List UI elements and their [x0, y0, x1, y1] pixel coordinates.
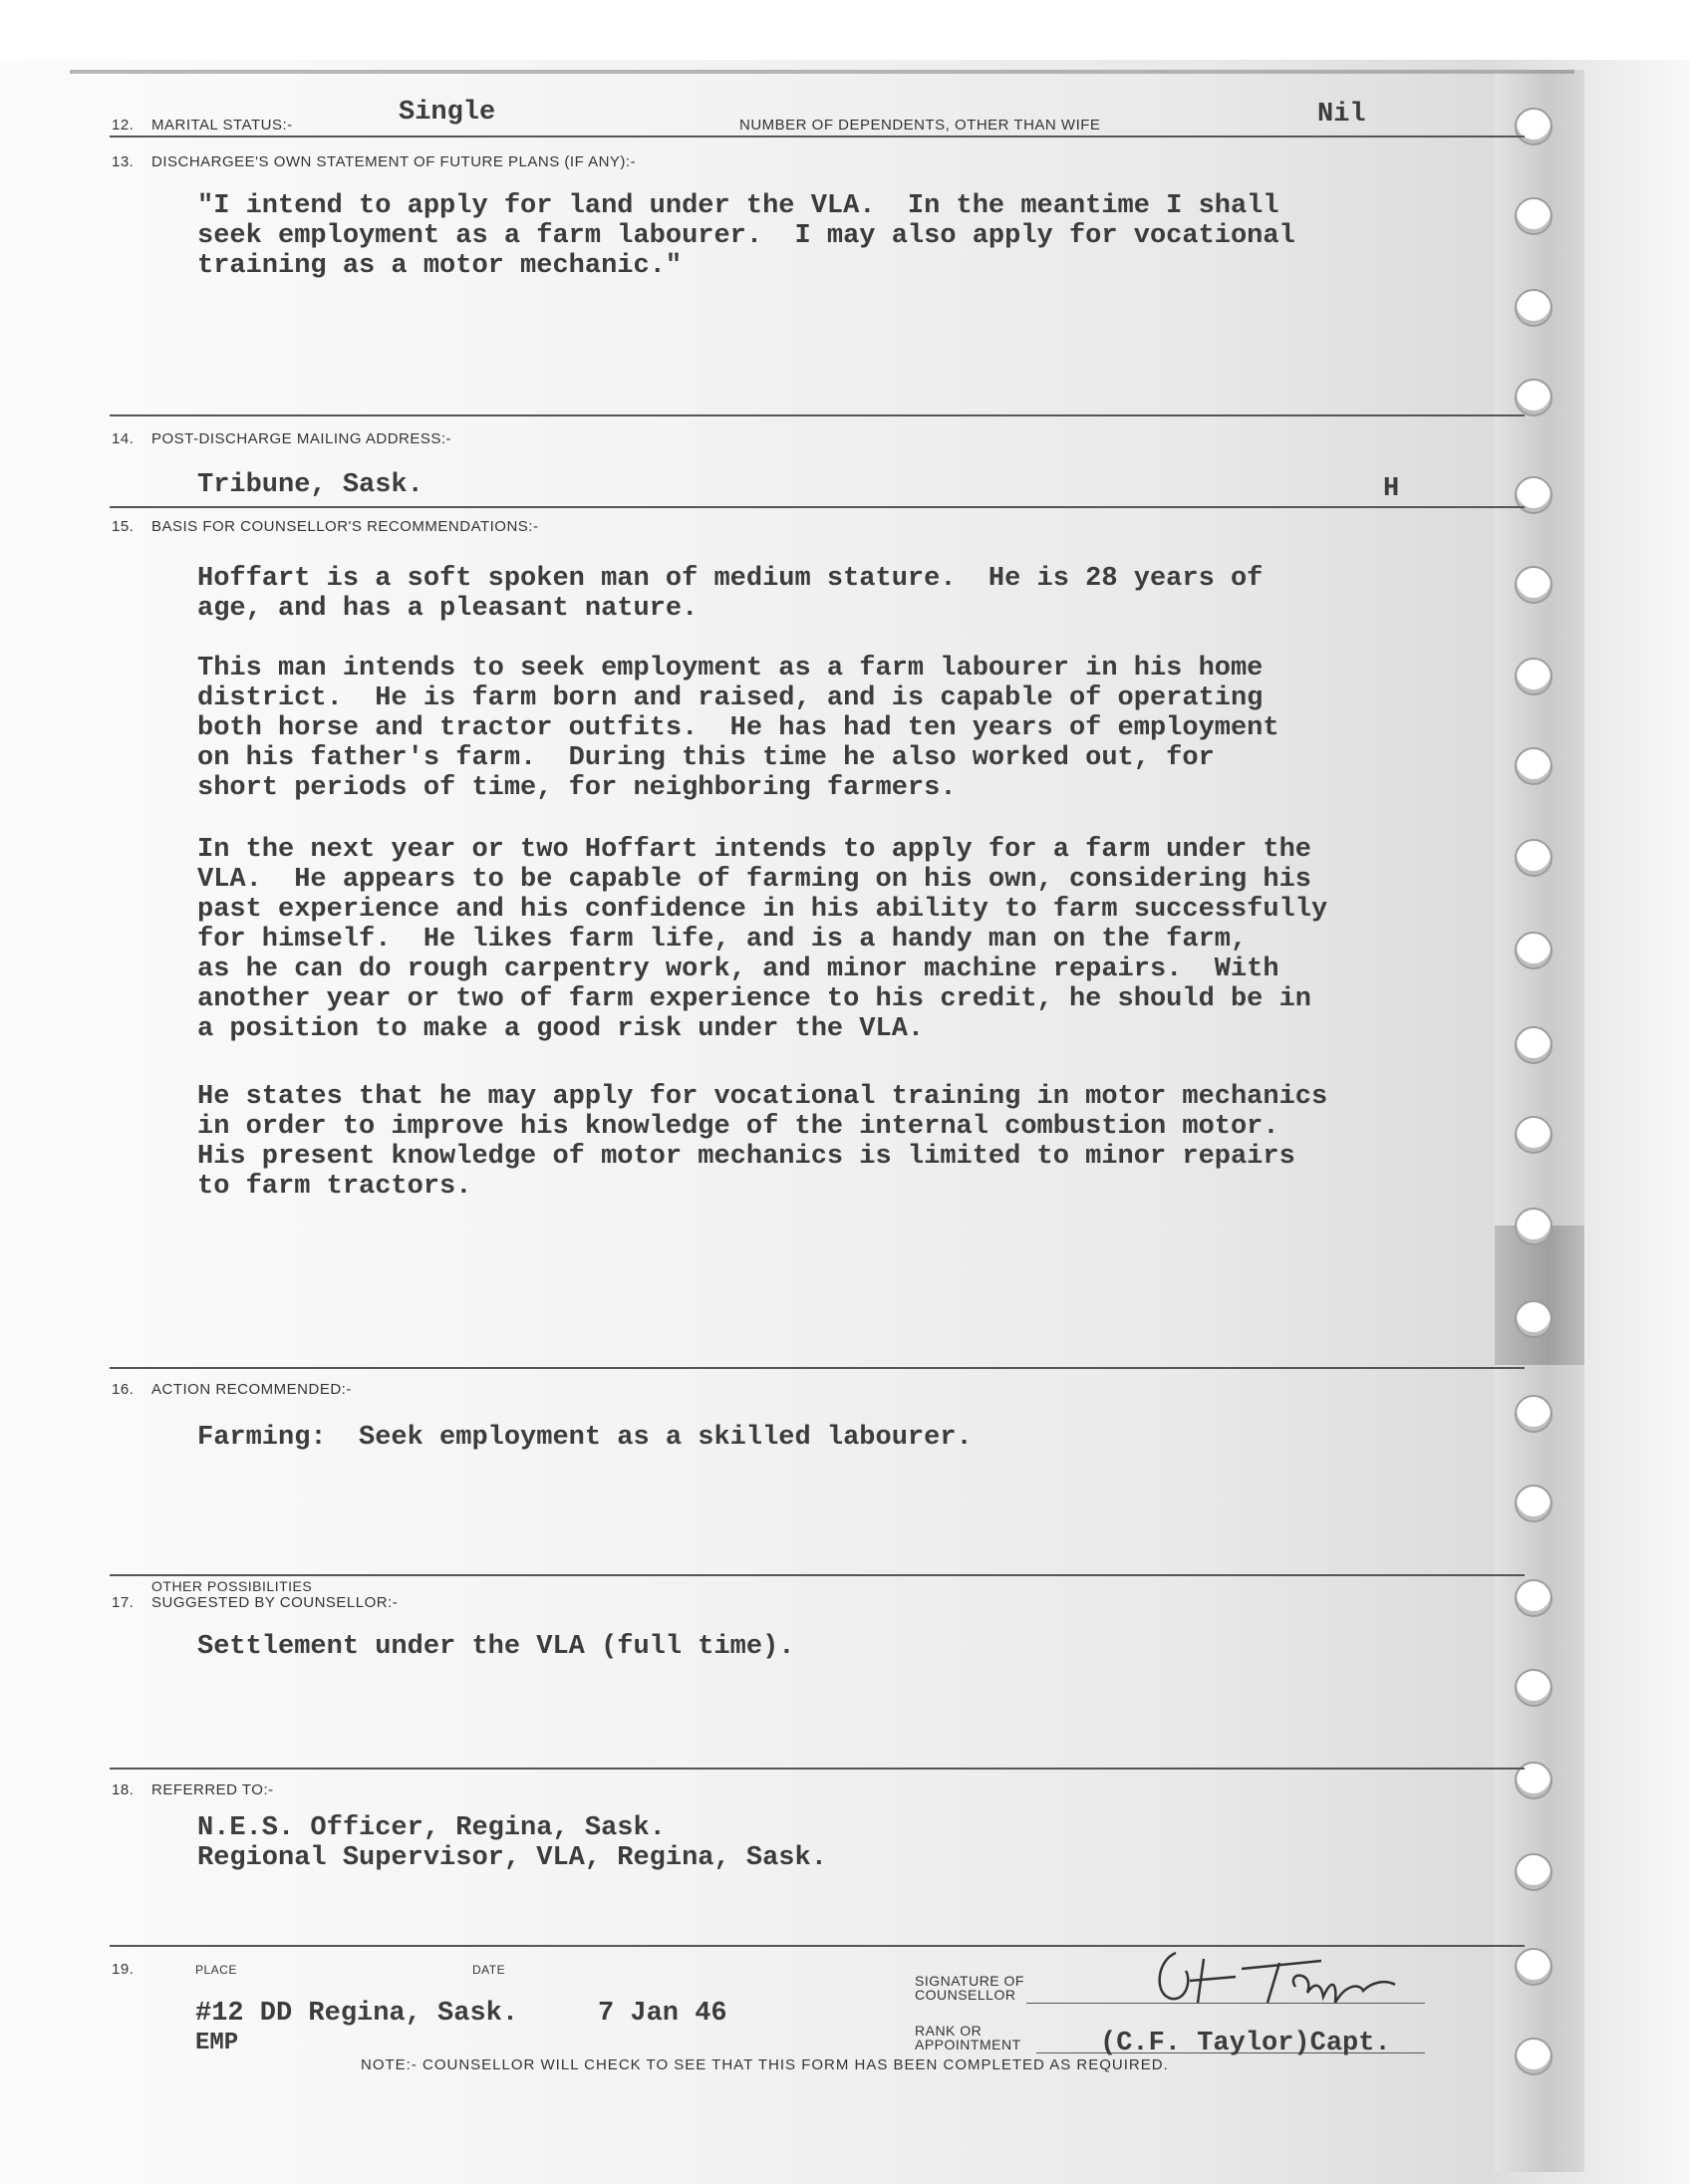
signature-label: SIGNATURE OF — [915, 1973, 1024, 1989]
referred-to-label: REFERRED TO:- — [151, 1781, 274, 1798]
rank-label: APPOINTMENT — [915, 2037, 1021, 2052]
binder-hole — [1515, 566, 1552, 604]
basis-line: as he can do rough carpentry work, and minor machine repairs. With — [197, 955, 1279, 984]
binder-hole — [1515, 197, 1552, 235]
action-label: ACTION RECOMMENDED:- — [151, 1381, 352, 1398]
field-rule — [110, 1367, 1525, 1369]
field-rule — [110, 414, 1525, 416]
marital-status-label: MARITAL STATUS:- — [151, 117, 293, 134]
binder-hole — [1515, 839, 1552, 877]
basis-line: another year or two of farm experience to his credit, he should be in — [197, 984, 1311, 1014]
other-possibilities-value: Settlement under the VLA (full time). — [197, 1632, 795, 1662]
binder-hole — [1515, 932, 1552, 969]
future-plans-label: DISCHARGEE'S OWN STATEMENT OF FUTURE PLANS (IF ANY):- — [151, 153, 637, 170]
other-possibilities-label: OTHER POSSIBILITIES — [151, 1578, 313, 1594]
section-number: 18. — [112, 1781, 135, 1798]
binder-hole — [1515, 1395, 1552, 1433]
basis-label: BASIS FOR COUNSELLOR'S RECOMMENDATIONS:- — [151, 518, 539, 535]
mailing-address-label: POST-DISCHARGE MAILING ADDRESS:- — [151, 430, 452, 447]
basis-paragraph — [197, 654, 1493, 803]
binder-hole — [1515, 289, 1552, 327]
binder-hole — [1515, 658, 1552, 695]
binder-hole — [1515, 1669, 1552, 1707]
binder-hole — [1515, 476, 1552, 514]
basis-line: past experience and his confidence in his ability to farm successfully — [197, 895, 1328, 925]
field-rule — [110, 136, 1525, 137]
binder-hole — [1515, 1853, 1552, 1891]
future-plans-statement — [197, 191, 1493, 281]
statement-line: "I intend to apply for land under the VLA. In the meantime I shall — [197, 191, 1279, 221]
binder-hole — [1515, 2038, 1552, 2075]
mailing-address-value: Tribune, Sask. — [197, 470, 423, 500]
signature-label: COUNSELLOR — [915, 1987, 1016, 2003]
counsellor-signature — [1146, 1941, 1425, 2011]
statement-line: seek employment as a farm labourer. I may also apply for vocational — [197, 221, 1295, 251]
basis-paragraph — [197, 1082, 1493, 1202]
basis-line: This man intends to seek employment as a farm labourer in his home — [197, 654, 1264, 683]
date-label: DATE — [472, 1963, 506, 1977]
section-number: 15. — [112, 518, 135, 535]
field-rule — [110, 1574, 1525, 1576]
basis-line: His present knowledge of motor mechanics is limited to minor repairs — [197, 1142, 1295, 1172]
basis-line: VLA. He appears to be capable of farming on his own, considering his — [197, 865, 1311, 895]
basis-line: a position to make a good risk under the VLA. — [197, 1014, 925, 1044]
referral-line: N.E.S. Officer, Regina, Sask. — [197, 1813, 666, 1843]
binder-hole — [1515, 1026, 1552, 1064]
rank-label: RANK OR — [915, 2023, 983, 2039]
field-rule — [110, 1768, 1525, 1770]
basis-line: district. He is farm born and raised, and is capable of operating — [197, 683, 1264, 713]
place-label: PLACE — [195, 1963, 237, 1977]
binder-hole — [1515, 1485, 1552, 1522]
typist-initials: EMP — [195, 2030, 239, 2056]
section-number: 14. — [112, 430, 135, 447]
basis-line: short periods of time, for neighboring farmers. — [197, 773, 957, 803]
basis-line: on his father's farm. During this time he also worked out, for — [197, 743, 1215, 773]
section-number: 16. — [112, 1381, 135, 1398]
basis-line: In the next year or two Hoffart intends to apply for a farm under the — [197, 835, 1311, 865]
binder-hole — [1515, 108, 1552, 145]
basis-paragraph — [197, 835, 1493, 1044]
basis-line: both horse and tractor outfits. He has had ten years of employment — [197, 713, 1279, 743]
statement-line: training as a motor mechanic." — [197, 251, 683, 281]
basis-line: to farm tractors. — [197, 1172, 472, 1202]
basis-line: age, and has a pleasant nature. — [197, 594, 699, 624]
place-value: #12 DD Regina, Sask. — [195, 1999, 519, 2029]
binder-hole — [1515, 1948, 1552, 1986]
referral-line: Regional Supervisor, VLA, Regina, Sask. — [197, 1843, 827, 1873]
binder-hole — [1515, 1116, 1552, 1154]
binder-hole — [1515, 379, 1552, 416]
basis-line: for himself. He likes farm life, and is a handy man on the farm, — [197, 925, 1248, 955]
rank-value: (C.F. Taylor)Capt. — [1100, 2029, 1391, 2058]
basis-line: in order to improve his knowledge of the internal combustion motor. — [197, 1112, 1279, 1142]
section-number: 19. — [112, 1961, 135, 1978]
basis-line: He states that he may apply for vocational training in motor mechanics — [197, 1082, 1328, 1112]
basis-paragraph — [197, 564, 1493, 624]
binder-hole — [1515, 1208, 1552, 1245]
binder-hole — [1515, 747, 1552, 785]
basis-line: Hoffart is a soft spoken man of medium stature. He is 28 years of — [197, 564, 1264, 594]
referred-to-list — [197, 1813, 1493, 1873]
marital-status-value: Single — [399, 98, 496, 128]
binder-hole — [1515, 1300, 1552, 1338]
section-number: 17. — [112, 1594, 135, 1611]
form-note: NOTE:- COUNSELLOR WILL CHECK TO SEE THAT THIS FORM HAS BEEN COMPLETED AS REQUIRED. — [361, 2056, 1169, 2073]
binder-hole — [1515, 1579, 1552, 1617]
binding-edge-shadow — [1495, 1226, 1584, 1365]
date-value: 7 Jan 46 — [598, 1999, 727, 2029]
section-number: 13. — [112, 153, 135, 170]
dependents-value: Nil — [1317, 100, 1366, 130]
dependents-label: NUMBER OF DEPENDENTS, OTHER THAN WIFE — [739, 117, 1101, 134]
section-number: 12. — [112, 117, 135, 134]
action-value: Farming: Seek employment as a skilled labourer. — [197, 1423, 973, 1453]
mailing-mark: H — [1383, 474, 1400, 504]
suggested-by-counsellor-label: SUGGESTED BY COUNSELLOR:- — [151, 1594, 399, 1611]
field-rule — [110, 506, 1525, 508]
sheet-top-edge — [70, 70, 1574, 74]
